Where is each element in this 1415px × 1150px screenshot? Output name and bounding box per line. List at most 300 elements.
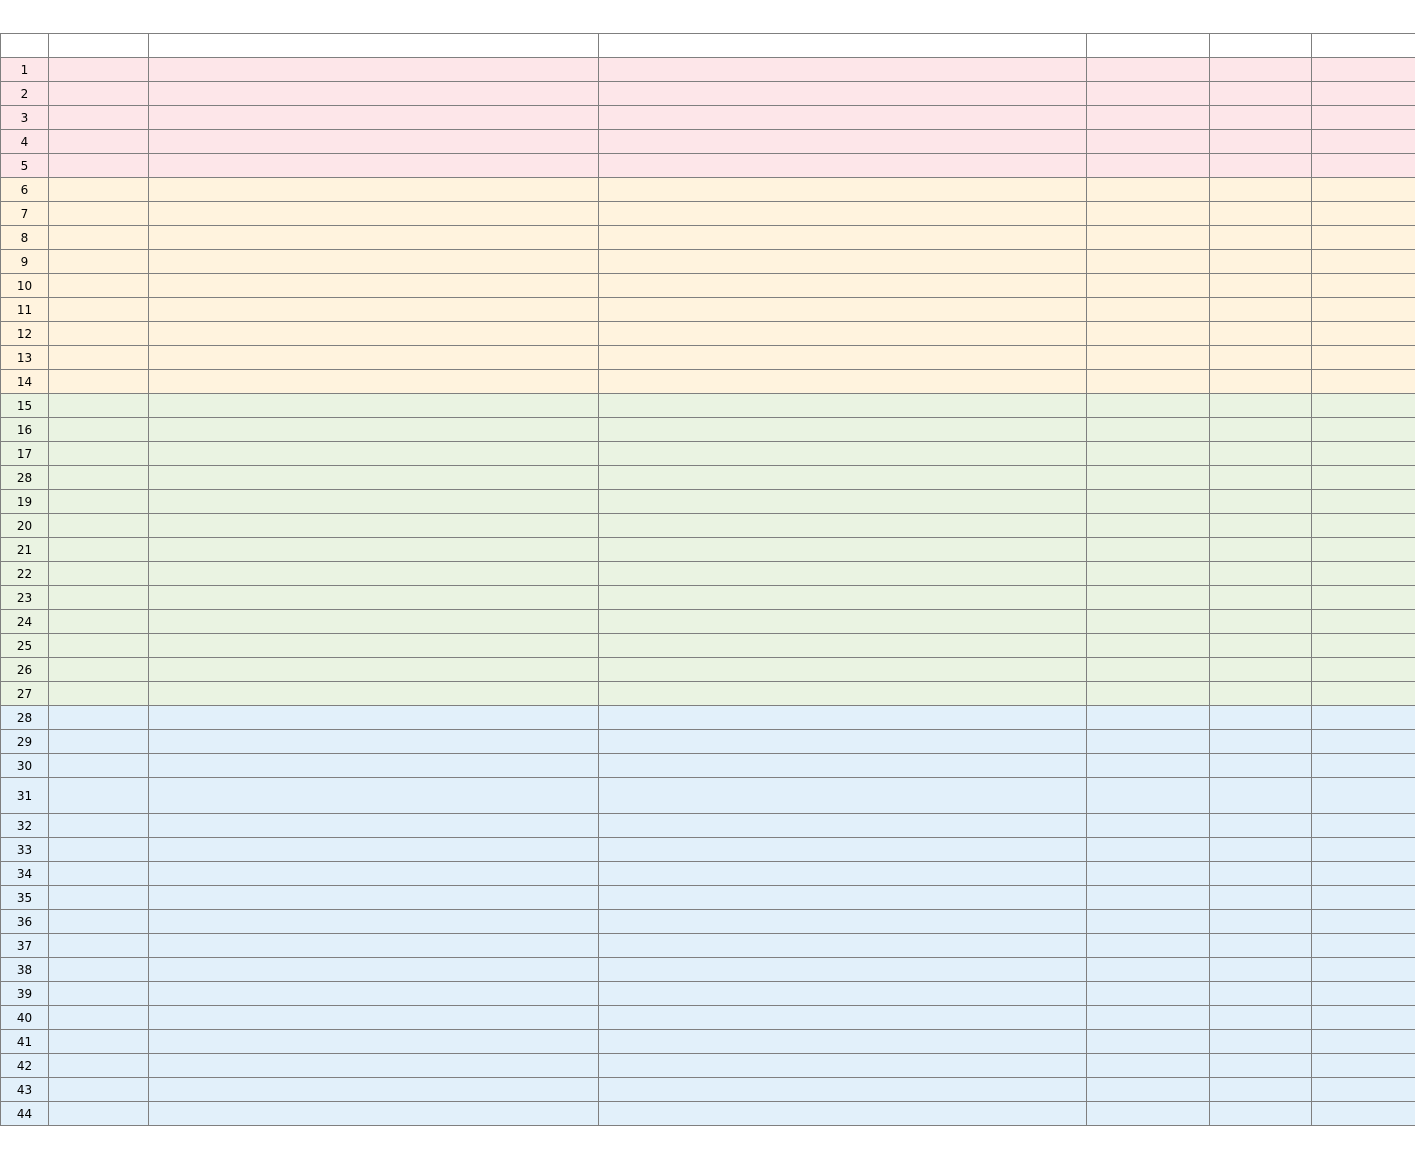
- cell-topic: [149, 958, 599, 982]
- cell-advisor: [1210, 910, 1312, 934]
- cell-advisor: [1210, 106, 1312, 130]
- cell-advisor: [1210, 958, 1312, 982]
- table-row: [1, 514, 1415, 538]
- cell-members: [599, 226, 1087, 250]
- cell-members: [599, 1054, 1087, 1078]
- cell-no: 26: [1, 658, 49, 682]
- cell-topic: [149, 226, 599, 250]
- cell-award: [49, 490, 149, 514]
- cell-no: 38: [1, 958, 49, 982]
- cell-no: 5: [1, 154, 49, 178]
- table-row: [1, 1078, 1415, 1102]
- cell-assistant: [1312, 886, 1415, 910]
- cell-award: [49, 754, 149, 778]
- cell-award: [49, 586, 149, 610]
- cell-no: 12: [1, 322, 49, 346]
- cell-assistant: [1312, 154, 1415, 178]
- cell-college: [1087, 178, 1210, 202]
- cell-college: [1087, 778, 1210, 814]
- cell-assistant: [1312, 250, 1415, 274]
- cell-award: [49, 1006, 149, 1030]
- cell-advisor: [1210, 538, 1312, 562]
- cell-advisor: [1210, 634, 1312, 658]
- cell-members: [599, 1006, 1087, 1030]
- cell-assistant: [1312, 82, 1415, 106]
- cell-award: [49, 958, 149, 982]
- cell-no: 33: [1, 838, 49, 862]
- col-header-topic: [149, 34, 599, 58]
- cell-advisor: [1210, 442, 1312, 466]
- cell-assistant: [1312, 1102, 1415, 1126]
- cell-advisor: [1210, 322, 1312, 346]
- cell-no: 36: [1, 910, 49, 934]
- cell-advisor: [1210, 418, 1312, 442]
- cell-assistant: [1312, 178, 1415, 202]
- cell-assistant: [1312, 1078, 1415, 1102]
- cell-advisor: [1210, 298, 1312, 322]
- cell-no: 20: [1, 514, 49, 538]
- cell-assistant: [1312, 298, 1415, 322]
- cell-members: [599, 514, 1087, 538]
- cell-no: 19: [1, 490, 49, 514]
- cell-members: [599, 982, 1087, 1006]
- cell-college: [1087, 490, 1210, 514]
- cell-topic: [149, 862, 599, 886]
- table-row: [1, 1054, 1415, 1078]
- cell-advisor: [1210, 1006, 1312, 1030]
- cell-college: [1087, 610, 1210, 634]
- cell-advisor: [1210, 490, 1312, 514]
- cell-advisor: [1210, 370, 1312, 394]
- cell-award: [49, 154, 149, 178]
- table-row: [1, 370, 1415, 394]
- cell-no: 30: [1, 754, 49, 778]
- cell-award: [49, 58, 149, 82]
- cell-award: [49, 634, 149, 658]
- cell-topic: [149, 538, 599, 562]
- table-row: [1, 130, 1415, 154]
- cell-assistant: [1312, 634, 1415, 658]
- cell-college: [1087, 1006, 1210, 1030]
- cell-members: [599, 586, 1087, 610]
- cell-assistant: [1312, 706, 1415, 730]
- cell-topic: [149, 814, 599, 838]
- cell-college: [1087, 754, 1210, 778]
- cell-college: [1087, 58, 1210, 82]
- cell-topic: [149, 586, 599, 610]
- cell-advisor: [1210, 586, 1312, 610]
- cell-college: [1087, 1030, 1210, 1054]
- cell-topic: [149, 346, 599, 370]
- cell-college: [1087, 1054, 1210, 1078]
- cell-college: [1087, 730, 1210, 754]
- table-row: [1, 178, 1415, 202]
- cell-college: [1087, 982, 1210, 1006]
- cell-award: [49, 1054, 149, 1078]
- cell-advisor: [1210, 682, 1312, 706]
- cell-award: [49, 658, 149, 682]
- cell-members: [599, 490, 1087, 514]
- cell-assistant: [1312, 958, 1415, 982]
- cell-members: [599, 838, 1087, 862]
- footnote: [0, 1127, 1415, 1149]
- cell-members: [599, 778, 1087, 814]
- cell-assistant: [1312, 1006, 1415, 1030]
- table-row: [1, 634, 1415, 658]
- table-row: [1, 394, 1415, 418]
- cell-college: [1087, 418, 1210, 442]
- cell-no: 28: [1, 466, 49, 490]
- cell-award: [49, 778, 149, 814]
- cell-college: [1087, 634, 1210, 658]
- cell-topic: [149, 934, 599, 958]
- cell-advisor: [1210, 394, 1312, 418]
- cell-topic: [149, 634, 599, 658]
- cell-no: 22: [1, 562, 49, 586]
- cell-college: [1087, 370, 1210, 394]
- cell-members: [599, 82, 1087, 106]
- cell-advisor: [1210, 610, 1312, 634]
- cell-assistant: [1312, 982, 1415, 1006]
- cell-topic: [149, 442, 599, 466]
- cell-no: 32: [1, 814, 49, 838]
- cell-topic: [149, 706, 599, 730]
- cell-advisor: [1210, 730, 1312, 754]
- cell-assistant: [1312, 1030, 1415, 1054]
- table-row: [1, 838, 1415, 862]
- cell-no: 10: [1, 274, 49, 298]
- cell-college: [1087, 538, 1210, 562]
- table-row: [1, 274, 1415, 298]
- table-body: [1, 58, 1415, 1126]
- cell-award: [49, 682, 149, 706]
- cell-college: [1087, 934, 1210, 958]
- cell-award: [49, 886, 149, 910]
- cell-assistant: [1312, 778, 1415, 814]
- cell-topic: [149, 322, 599, 346]
- table-row: [1, 910, 1415, 934]
- cell-assistant: [1312, 658, 1415, 682]
- table-row: [1, 58, 1415, 82]
- cell-advisor: [1210, 658, 1312, 682]
- cell-topic: [149, 1078, 599, 1102]
- cell-members: [599, 814, 1087, 838]
- cell-topic: [149, 1054, 599, 1078]
- cell-award: [49, 394, 149, 418]
- cell-advisor: [1210, 754, 1312, 778]
- cell-no: 24: [1, 610, 49, 634]
- cell-members: [599, 202, 1087, 226]
- cell-award: [49, 226, 149, 250]
- table-row: [1, 538, 1415, 562]
- cell-advisor: [1210, 466, 1312, 490]
- cell-college: [1087, 394, 1210, 418]
- cell-members: [599, 862, 1087, 886]
- cell-no: 29: [1, 730, 49, 754]
- table-row: [1, 154, 1415, 178]
- table-row: [1, 754, 1415, 778]
- cell-no: 35: [1, 886, 49, 910]
- cell-award: [49, 82, 149, 106]
- table-row: [1, 778, 1415, 814]
- cell-advisor: [1210, 1102, 1312, 1126]
- cell-advisor: [1210, 1078, 1312, 1102]
- table-row: [1, 298, 1415, 322]
- cell-award: [49, 910, 149, 934]
- cell-college: [1087, 562, 1210, 586]
- cell-topic: [149, 754, 599, 778]
- cell-award: [49, 250, 149, 274]
- cell-college: [1087, 346, 1210, 370]
- table-row: [1, 862, 1415, 886]
- cell-no: 37: [1, 934, 49, 958]
- cell-topic: [149, 370, 599, 394]
- table-row: [1, 466, 1415, 490]
- cell-award: [49, 1102, 149, 1126]
- table-row: [1, 706, 1415, 730]
- cell-award: [49, 178, 149, 202]
- cell-advisor: [1210, 862, 1312, 886]
- cell-assistant: [1312, 466, 1415, 490]
- cell-no: 34: [1, 862, 49, 886]
- cell-topic: [149, 1030, 599, 1054]
- cell-members: [599, 298, 1087, 322]
- cell-award: [49, 298, 149, 322]
- cell-members: [599, 154, 1087, 178]
- cell-assistant: [1312, 610, 1415, 634]
- cell-college: [1087, 658, 1210, 682]
- cell-members: [599, 442, 1087, 466]
- cell-topic: [149, 58, 599, 82]
- table-row: [1, 982, 1415, 1006]
- table-row: [1, 1102, 1415, 1126]
- cell-college: [1087, 958, 1210, 982]
- cell-no: 16: [1, 418, 49, 442]
- cell-topic: [149, 778, 599, 814]
- cell-members: [599, 634, 1087, 658]
- cell-award: [49, 838, 149, 862]
- table-row: [1, 682, 1415, 706]
- cell-no: 27: [1, 682, 49, 706]
- cell-no: 11: [1, 298, 49, 322]
- cell-advisor: [1210, 154, 1312, 178]
- cell-assistant: [1312, 58, 1415, 82]
- cell-members: [599, 754, 1087, 778]
- cell-college: [1087, 910, 1210, 934]
- cell-topic: [149, 154, 599, 178]
- table-row: [1, 1030, 1415, 1054]
- cell-members: [599, 1102, 1087, 1126]
- cell-award: [49, 106, 149, 130]
- cell-assistant: [1312, 838, 1415, 862]
- cell-no: 25: [1, 634, 49, 658]
- table-row: [1, 202, 1415, 226]
- cell-topic: [149, 202, 599, 226]
- cell-award: [49, 370, 149, 394]
- cell-no: 14: [1, 370, 49, 394]
- cell-assistant: [1312, 814, 1415, 838]
- header-row: [1, 34, 1415, 58]
- cell-topic: [149, 106, 599, 130]
- page-title: [0, 0, 1415, 33]
- cell-members: [599, 58, 1087, 82]
- cell-members: [599, 682, 1087, 706]
- cell-award: [49, 706, 149, 730]
- cell-college: [1087, 82, 1210, 106]
- cell-no: 3: [1, 106, 49, 130]
- cell-assistant: [1312, 130, 1415, 154]
- cell-no: 42: [1, 1054, 49, 1078]
- cell-college: [1087, 514, 1210, 538]
- cell-advisor: [1210, 346, 1312, 370]
- cell-college: [1087, 322, 1210, 346]
- cell-no: 31: [1, 778, 49, 814]
- cell-topic: [149, 394, 599, 418]
- cell-college: [1087, 838, 1210, 862]
- table-row: [1, 322, 1415, 346]
- cell-advisor: [1210, 274, 1312, 298]
- cell-topic: [149, 910, 599, 934]
- cell-advisor: [1210, 814, 1312, 838]
- cell-award: [49, 346, 149, 370]
- cell-topic: [149, 1006, 599, 1030]
- col-header-advisor: [1210, 34, 1312, 58]
- table-row: [1, 586, 1415, 610]
- table-row: [1, 1006, 1415, 1030]
- cell-assistant: [1312, 322, 1415, 346]
- cell-no: 13: [1, 346, 49, 370]
- cell-members: [599, 658, 1087, 682]
- cell-college: [1087, 130, 1210, 154]
- cell-members: [599, 730, 1087, 754]
- cell-college: [1087, 1102, 1210, 1126]
- col-header-assistant: [1312, 34, 1415, 58]
- cell-topic: [149, 298, 599, 322]
- cell-college: [1087, 706, 1210, 730]
- cell-topic: [149, 838, 599, 862]
- cell-members: [599, 610, 1087, 634]
- cell-advisor: [1210, 1054, 1312, 1078]
- cell-members: [599, 274, 1087, 298]
- cell-assistant: [1312, 346, 1415, 370]
- cell-advisor: [1210, 778, 1312, 814]
- cell-members: [599, 106, 1087, 130]
- table-row: [1, 730, 1415, 754]
- cell-award: [49, 562, 149, 586]
- cell-no: 43: [1, 1078, 49, 1102]
- col-header-no: [1, 34, 49, 58]
- cell-no: 4: [1, 130, 49, 154]
- cell-no: 15: [1, 394, 49, 418]
- cell-award: [49, 130, 149, 154]
- cell-assistant: [1312, 730, 1415, 754]
- cell-no: 8: [1, 226, 49, 250]
- cell-assistant: [1312, 490, 1415, 514]
- cell-no: 17: [1, 442, 49, 466]
- cell-topic: [149, 418, 599, 442]
- cell-college: [1087, 1078, 1210, 1102]
- cell-no: 41: [1, 1030, 49, 1054]
- cell-assistant: [1312, 586, 1415, 610]
- cell-members: [599, 394, 1087, 418]
- cell-advisor: [1210, 202, 1312, 226]
- cell-advisor: [1210, 514, 1312, 538]
- cell-award: [49, 538, 149, 562]
- table-row: [1, 562, 1415, 586]
- cell-college: [1087, 298, 1210, 322]
- cell-assistant: [1312, 562, 1415, 586]
- cell-members: [599, 418, 1087, 442]
- cell-no: 40: [1, 1006, 49, 1030]
- awards-table: [0, 33, 1415, 1126]
- cell-members: [599, 1078, 1087, 1102]
- cell-no: 1: [1, 58, 49, 82]
- cell-advisor: [1210, 58, 1312, 82]
- cell-award: [49, 814, 149, 838]
- cell-assistant: [1312, 106, 1415, 130]
- table-row: [1, 442, 1415, 466]
- cell-advisor: [1210, 982, 1312, 1006]
- col-header-award: [49, 34, 149, 58]
- cell-no: 7: [1, 202, 49, 226]
- cell-assistant: [1312, 226, 1415, 250]
- cell-award: [49, 442, 149, 466]
- cell-award: [49, 322, 149, 346]
- cell-members: [599, 562, 1087, 586]
- cell-college: [1087, 682, 1210, 706]
- table-row: [1, 958, 1415, 982]
- cell-members: [599, 934, 1087, 958]
- cell-college: [1087, 586, 1210, 610]
- cell-assistant: [1312, 754, 1415, 778]
- cell-college: [1087, 814, 1210, 838]
- cell-award: [49, 730, 149, 754]
- cell-members: [599, 538, 1087, 562]
- cell-college: [1087, 106, 1210, 130]
- table-row: [1, 886, 1415, 910]
- cell-topic: [149, 274, 599, 298]
- table-row: [1, 490, 1415, 514]
- cell-members: [599, 250, 1087, 274]
- cell-members: [599, 886, 1087, 910]
- cell-topic: [149, 514, 599, 538]
- cell-members: [599, 910, 1087, 934]
- cell-topic: [149, 982, 599, 1006]
- cell-advisor: [1210, 250, 1312, 274]
- cell-members: [599, 346, 1087, 370]
- cell-topic: [149, 610, 599, 634]
- cell-topic: [149, 1102, 599, 1126]
- cell-no: 28: [1, 706, 49, 730]
- cell-topic: [149, 730, 599, 754]
- cell-college: [1087, 466, 1210, 490]
- table-row: [1, 106, 1415, 130]
- cell-topic: [149, 658, 599, 682]
- cell-assistant: [1312, 910, 1415, 934]
- cell-award: [49, 1078, 149, 1102]
- cell-members: [599, 370, 1087, 394]
- cell-college: [1087, 862, 1210, 886]
- cell-award: [49, 1030, 149, 1054]
- cell-assistant: [1312, 514, 1415, 538]
- cell-no: 2: [1, 82, 49, 106]
- cell-assistant: [1312, 274, 1415, 298]
- cell-no: 6: [1, 178, 49, 202]
- cell-college: [1087, 442, 1210, 466]
- cell-award: [49, 514, 149, 538]
- cell-no: 9: [1, 250, 49, 274]
- cell-no: 23: [1, 586, 49, 610]
